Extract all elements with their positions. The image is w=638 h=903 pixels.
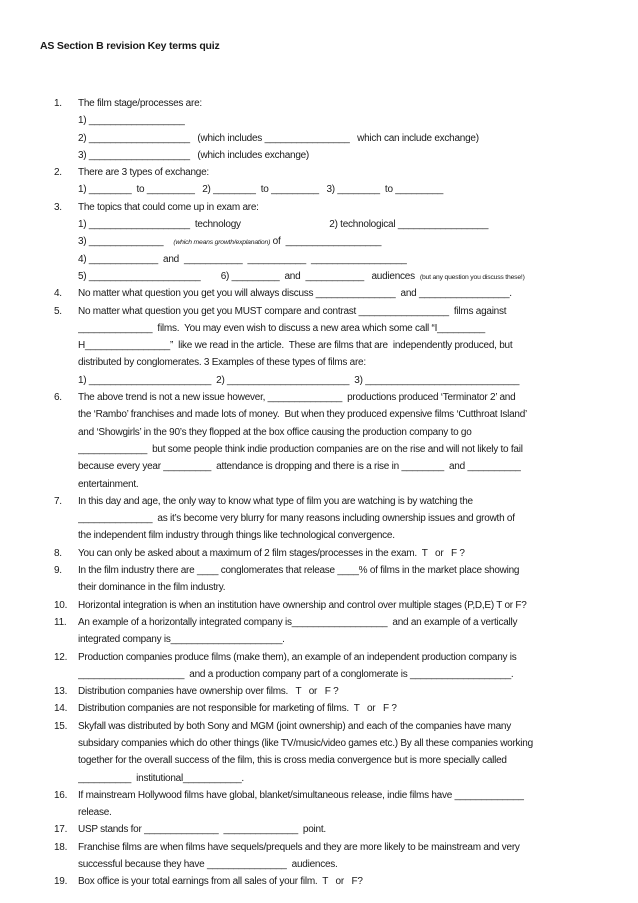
question-number: 17. [54,824,68,836]
question-line: integrated company is_____________________. [78,634,285,646]
question-line: Distribution companies have ownership over films. T or F ? [78,686,339,698]
question-line: __________ institutional___________. [78,772,244,784]
question-line: Horizontal integration is when an institution have ownership and control over multiple stages (P,D,E) T or F? [78,599,527,611]
question-line: USP stands for ______________ ______________ point. [78,824,326,836]
question-number: 3. [54,201,62,213]
question-item [40,839,600,874]
question-line: The above trend is not a new issue however, ______________ productions produced ‘Terminator 2’ and [78,392,516,404]
question-line: Franchise films are when films have sequels/prequels and they are more likely to be mainstream and very [78,841,520,853]
question-line: Distribution companies are not responsible for marketing of films. T or F ? [78,703,397,715]
question-line: distributed by conglomerates. 3 Examples of these types of films are: [78,357,366,369]
question-item [40,649,600,684]
note-text: (which means growth/explanation) [173,239,271,247]
question-item [40,821,600,838]
question-line: ______________ as it’s become very blurry for many reasons including ownership issues and growth of [78,513,515,525]
question-line: In the film industry there are ____ conglomerates that release ____% of films in the market place showing [78,565,520,577]
note-text: (but any question you discuss these!) [419,273,525,281]
question-item [40,597,600,614]
question-line: release. [78,807,112,819]
question-line: The film stage/processes are: [78,98,202,109]
question-number: 16. [54,789,68,801]
question-item [40,199,600,234]
question-line: There are 3 types of exchange: [78,167,209,179]
question-number: 6. [54,392,62,404]
question-line: ______________ films. You may even wish to discuss a new area which some call “I_________ [78,322,485,334]
question-line: H________________” like we read in the article. These are films that are independently produced, but [78,340,513,352]
question-line: entertainment. [78,478,139,490]
question-item [40,285,600,302]
question-line: In this day and age, the only way to know what type of film you are watching is by watching the [78,495,473,507]
question-line: Skyfall was distributed by both Sony and MGM (joint ownership) and each of the companies have many [78,720,511,732]
question-number: 19. [54,876,68,888]
question-item [40,873,600,890]
question-line: No matter what question you get you MUST compare and contrast _________________ films against [78,305,507,317]
page-title: AS Section B revision Key terms quiz [40,40,220,52]
question-line: 3) ___________________ (which includes exchange) [78,149,310,161]
question-item [40,493,600,545]
question-line: 2) ___________________ (which includes ________________ which can include exchange) [78,132,479,144]
question-line: ____________________ and a production company part of a conglomerate is ___________________. [78,668,514,680]
question-number: 18. [54,841,68,853]
question-item [40,303,600,389]
question-line: the ‘Rambo’ franchises and made lots of money. But when they produced expensive films ‘Cutthroat Island’ [78,409,527,421]
question-number: 10. [54,599,68,611]
question-line: together for the overall success of the film, this is cross media convergence but is more specially called [78,755,507,767]
question-number: 1. [54,98,62,109]
question-line: An example of a horizontally integrated company is__________________ and an example of a vertically [78,616,518,628]
question-item [40,700,600,717]
question-line: and ‘Showgirls’ in the 90’s they flopped at the box office causing the production company to go [78,426,472,438]
question-number: 5. [54,305,62,317]
question-number: 9. [54,565,62,577]
question-item [40,95,600,164]
question-line: Production companies produce films (make them), an example of an independent production company is [78,651,517,663]
question-line: If mainstream Hollywood films have global, blanket/simultaneous release, indie films have _____________ [78,789,524,801]
question-line: Box office is your total earnings from all sales of your film. T or F? [78,876,363,888]
question-line [78,233,600,250]
question-number: 13. [54,686,68,698]
question-3-continued [40,233,600,285]
question-item [40,718,600,787]
question-line: successful because they have _______________ audiences. [78,859,338,871]
question-line: No matter what question you get you will always discuss _______________ and _________________. [78,288,512,300]
question-line: 1) ___________________ technology 2) technological _________________ [78,219,489,231]
question-line: The topics that could come up in exam are: [78,201,259,213]
question-line: 1) __________________ [78,115,185,127]
question-line: 1) _______________________ 2) _______________________ 3) _____________________________ [78,374,520,386]
question-line: the independent film industry through things like technological convergence. [78,530,395,542]
question-number: 8. [54,547,62,559]
question-line [78,268,600,285]
question-item [40,164,600,199]
question-number: 7. [54,495,62,507]
question-number: 14. [54,703,68,715]
question-line: subsidary companies which do other things (like TV/music/video games etc.) By all these companies working [78,737,533,749]
blank-text: of __________________ [270,236,382,248]
question-item [40,389,600,493]
blank-text: 5) _____________________ 6) _________ and ___________ audiences [78,270,420,282]
question-number: 15. [54,720,68,732]
question-number: 2. [54,167,62,179]
quiz-list [40,95,600,891]
question-line: because every year _________ attendance is dropping and there is a rise in ________ and __________ [78,461,521,473]
question-number: 4. [54,288,62,300]
question-line: You can only be asked about a maximum of 2 film stages/processes in the exam. T or F ? [78,547,465,559]
question-item [40,787,600,822]
question-item [40,562,600,597]
question-number: 11. [54,616,67,628]
question-item [40,683,600,700]
question-line: _____________ but some people think indie production companies are on the rise and will not likely to fail [78,443,523,455]
question-line: 1) ________ to _________ 2) ________ to _________ 3) ________ to _________ [78,184,444,196]
question-item [40,614,600,649]
blank-text: 3) ______________ [78,236,164,248]
question-line: 4) _____________ and ___________ ___________ __________________ [78,253,407,265]
question-number: 12. [54,651,68,663]
question-item [40,545,600,562]
question-line: their dominance in the film industry. [78,582,226,594]
